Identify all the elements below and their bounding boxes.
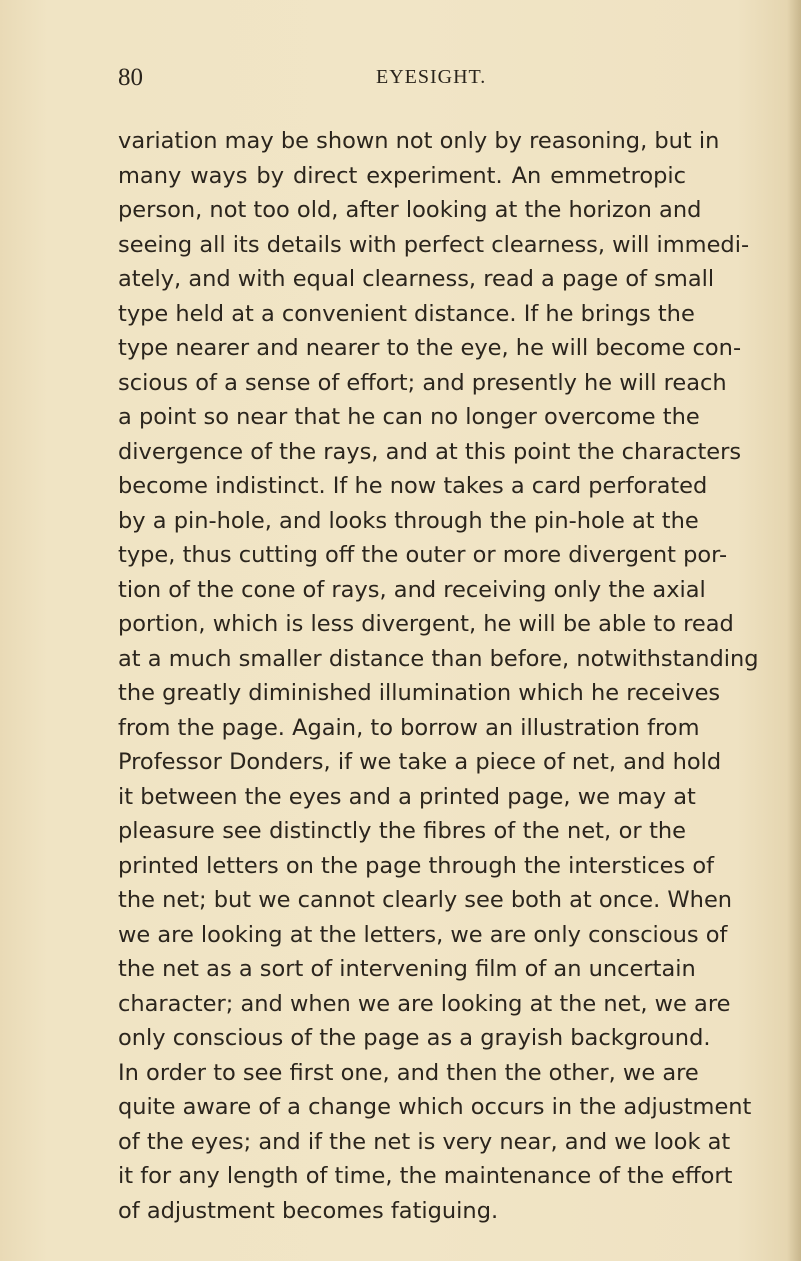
- text-line: type nearer and nearer to the eye, he will become con-: [118, 335, 742, 361]
- page-edge-shadow: [787, 0, 801, 1261]
- text-line: the net; but we cannot clearly see both at once. When: [118, 887, 733, 913]
- text-line: from the page. Again, to borrow an illustration from: [118, 714, 700, 741]
- text-line: portion, which is less divergent, he will be able to read: [118, 611, 734, 637]
- text-line: the greatly diminished illumination which he receives: [118, 680, 721, 706]
- running-title: EYESIGHT.: [376, 66, 487, 88]
- text-line: become indistinct. If he now takes a card perforated: [118, 473, 708, 499]
- text-line: quite aware of a change which occurs in the adjustment: [118, 1094, 752, 1120]
- text-line: variation may be shown not only by reasoning, but in: [118, 128, 720, 154]
- text-line: by a pin-hole, and looks through the pin-hole at the: [118, 507, 699, 534]
- text-line: Professor Donders, if we take a piece of net, and hold: [118, 749, 722, 775]
- text-line: tion of the cone of rays, and receiving only the axial: [118, 576, 706, 603]
- text-line: printed letters on the page through the interstices of: [118, 852, 715, 879]
- text-line: type, thus cutting off the outer or more divergent por-: [118, 542, 728, 568]
- text-line: type held at a convenient distance. If he brings the: [118, 300, 695, 327]
- text-line: of the eyes; and if the net is very near, and we look at: [118, 1128, 731, 1155]
- text-line: ately, and with equal clearness, read a page of small: [118, 266, 715, 292]
- text-line: person, not too old, after looking at the horizon and: [118, 197, 702, 223]
- text-line: In order to see first one, and then the other, we are: [118, 1059, 699, 1086]
- text-line: at a much smaller distance than before, notwithstanding: [118, 645, 759, 672]
- text-line: it between the eyes and a printed page, we may at: [118, 783, 696, 810]
- page-header: [118, 64, 686, 94]
- text-line: pleasure see distinctly the fibres of the net, or the: [118, 818, 686, 844]
- text-line: character; and when we are looking at the net, we are: [118, 990, 731, 1017]
- body-paragraph: [118, 124, 759, 1228]
- text-line: it for any length of time, the maintenance of the effort: [118, 1163, 733, 1189]
- text-line: many ways by direct experiment. An emmetropic: [118, 162, 686, 189]
- text-line: divergence of the rays, and at this point the characters: [118, 438, 742, 465]
- text-line: the net as a sort of intervening film of an uncertain: [118, 956, 696, 982]
- text-line: only conscious of the page as a grayish background.: [118, 1025, 711, 1051]
- text-line: we are looking at the letters, we are only conscious of: [118, 921, 728, 948]
- page-number: 80: [118, 64, 143, 91]
- text-line: seeing all its details with perfect clearness, will immedi-: [118, 231, 750, 258]
- text-line: a point so near that he can no longer overcome the: [118, 404, 700, 430]
- text-line: of adjustment becomes fatiguing.: [118, 1197, 499, 1224]
- text-line: scious of a sense of effort; and presently he will reach: [118, 369, 727, 396]
